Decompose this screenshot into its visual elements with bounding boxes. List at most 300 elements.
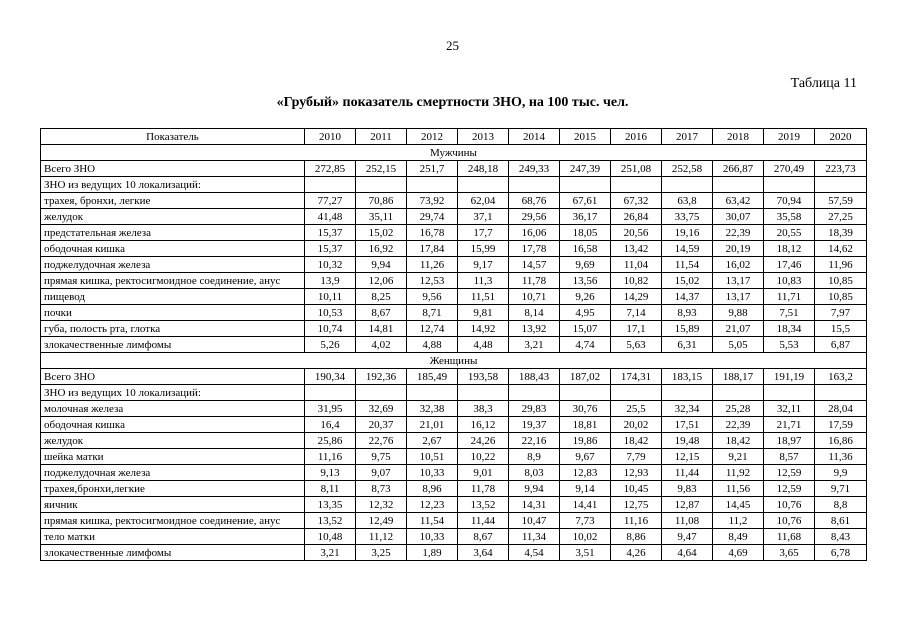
table-cell: 8,67 xyxy=(458,529,509,545)
table-cell: 3,21 xyxy=(509,337,560,353)
table-cell: 14,81 xyxy=(356,321,407,337)
table-cell: 17,84 xyxy=(407,241,458,257)
table-cell: 57,59 xyxy=(815,193,867,209)
table-cell: 14,57 xyxy=(509,257,560,273)
table-cell: 13,52 xyxy=(305,513,356,529)
table-cell: 22,39 xyxy=(713,417,764,433)
row-label: желудок xyxy=(41,433,305,449)
table-cell: 35,58 xyxy=(764,209,815,225)
row-label: поджелудочная железа xyxy=(41,465,305,481)
table-cell: 29,56 xyxy=(509,209,560,225)
table-cell: 29,74 xyxy=(407,209,458,225)
table-row xyxy=(41,257,867,273)
table-row xyxy=(41,417,867,433)
table-cell: 12,83 xyxy=(560,465,611,481)
page-number: 25 xyxy=(446,38,459,53)
table-cell: 11,54 xyxy=(407,513,458,529)
table-cell: 5,26 xyxy=(305,337,356,353)
table-cell: 7,73 xyxy=(560,513,611,529)
table-cell: 188,43 xyxy=(509,369,560,385)
table-cell: 22,39 xyxy=(713,225,764,241)
table-row xyxy=(41,481,867,497)
table-cell: 32,34 xyxy=(662,401,713,417)
table-cell: 10,71 xyxy=(509,289,560,305)
table-cell: 12,87 xyxy=(662,497,713,513)
table-cell: 266,87 xyxy=(713,161,764,177)
table-cell: 4,64 xyxy=(662,545,713,561)
table-cell: 251,08 xyxy=(611,161,662,177)
row-label: предстательная железа xyxy=(41,225,305,241)
table-row xyxy=(41,177,867,193)
table-row xyxy=(41,209,867,225)
row-label: прямая кишка, ректосигмоидное соединение, анус xyxy=(41,513,305,529)
table-cell: 9,21 xyxy=(713,449,764,465)
table-cell: 27,25 xyxy=(815,209,867,225)
table-cell: 12,32 xyxy=(356,497,407,513)
table-cell: 9,26 xyxy=(560,289,611,305)
table-cell: 32,69 xyxy=(356,401,407,417)
row-label: ЗНО из ведущих 10 локализаций: xyxy=(41,385,305,401)
table-cell: 68,76 xyxy=(509,193,560,209)
table-cell xyxy=(407,385,458,401)
table-cell: 11,16 xyxy=(305,449,356,465)
table-cell xyxy=(713,177,764,193)
table-row xyxy=(41,385,867,401)
table-cell: 10,76 xyxy=(764,497,815,513)
table-cell xyxy=(662,385,713,401)
table-cell: 9,88 xyxy=(713,305,764,321)
table-row xyxy=(41,465,867,481)
row-label: Всего ЗНО xyxy=(41,161,305,177)
table-cell: 14,31 xyxy=(509,497,560,513)
table-cell: 1,89 xyxy=(407,545,458,561)
table-cell: 4,74 xyxy=(560,337,611,353)
table-cell: 14,62 xyxy=(815,241,867,257)
table-cell: 19,48 xyxy=(662,433,713,449)
table-cell: 20,56 xyxy=(611,225,662,241)
table-cell: 4,69 xyxy=(713,545,764,561)
table-cell: 10,85 xyxy=(815,289,867,305)
table-cell: 5,63 xyxy=(611,337,662,353)
table-row xyxy=(41,225,867,241)
table-cell xyxy=(458,177,509,193)
section-label: Женщины xyxy=(41,353,867,369)
table-cell: 6,87 xyxy=(815,337,867,353)
table-cell: 10,83 xyxy=(764,273,815,289)
table-cell: 191,19 xyxy=(764,369,815,385)
table-cell: 16,12 xyxy=(458,417,509,433)
row-label: тело матки xyxy=(41,529,305,545)
table-cell: 10,45 xyxy=(611,481,662,497)
row-label: прямая кишка, ректосигмоидное соединение, анус xyxy=(41,273,305,289)
table-cell: 12,75 xyxy=(611,497,662,513)
table-cell: 9,94 xyxy=(356,257,407,273)
table-cell xyxy=(305,385,356,401)
table-cell: 8,8 xyxy=(815,497,867,513)
table-cell: 20,02 xyxy=(611,417,662,433)
table-cell: 21,07 xyxy=(713,321,764,337)
table-cell: 11,44 xyxy=(662,465,713,481)
table-cell xyxy=(458,385,509,401)
table-cell: 12,59 xyxy=(764,465,815,481)
table-cell xyxy=(305,177,356,193)
row-label: ободочная кишка xyxy=(41,417,305,433)
table-cell xyxy=(560,177,611,193)
table-cell xyxy=(611,385,662,401)
table-cell: 270,49 xyxy=(764,161,815,177)
table-cell: 9,07 xyxy=(356,465,407,481)
table-cell: 185,49 xyxy=(407,369,458,385)
table-cell: 11,2 xyxy=(713,513,764,529)
table-row xyxy=(41,161,867,177)
table-cell: 223,73 xyxy=(815,161,867,177)
table-cell: 17,78 xyxy=(509,241,560,257)
column-header: 2016 xyxy=(611,129,662,145)
table-cell: 63,42 xyxy=(713,193,764,209)
table-cell: 10,33 xyxy=(407,529,458,545)
table-cell: 16,4 xyxy=(305,417,356,433)
table-cell: 17,46 xyxy=(764,257,815,273)
table-cell: 16,06 xyxy=(509,225,560,241)
table-cell: 8,14 xyxy=(509,305,560,321)
table-row xyxy=(41,305,867,321)
table-cell: 10,53 xyxy=(305,305,356,321)
mortality-table xyxy=(40,128,867,561)
table-cell: 16,92 xyxy=(356,241,407,257)
table-cell: 10,32 xyxy=(305,257,356,273)
table-cell xyxy=(764,385,815,401)
table-cell: 11,34 xyxy=(509,529,560,545)
table-cell: 11,08 xyxy=(662,513,713,529)
table-cell: 10,33 xyxy=(407,465,458,481)
table-cell: 190,34 xyxy=(305,369,356,385)
table-cell: 10,51 xyxy=(407,449,458,465)
table-cell: 8,61 xyxy=(815,513,867,529)
table-cell: 12,15 xyxy=(662,449,713,465)
table-cell: 62,04 xyxy=(458,193,509,209)
table-body xyxy=(41,145,867,561)
table-cell: 12,23 xyxy=(407,497,458,513)
table-cell: 11,51 xyxy=(458,289,509,305)
table-cell: 188,17 xyxy=(713,369,764,385)
table-label: Таблица 11 xyxy=(790,76,857,91)
table-cell: 13,56 xyxy=(560,273,611,289)
table-cell: 29,83 xyxy=(509,401,560,417)
table-cell: 9,47 xyxy=(662,529,713,545)
table-row xyxy=(41,513,867,529)
table-cell: 187,02 xyxy=(560,369,611,385)
column-header: 2020 xyxy=(815,129,867,145)
table-cell: 30,76 xyxy=(560,401,611,417)
table-row xyxy=(41,497,867,513)
table-cell: 4,48 xyxy=(458,337,509,353)
table-cell: 10,48 xyxy=(305,529,356,545)
row-label: губа, полость рта, глотка xyxy=(41,321,305,337)
table-cell: 14,37 xyxy=(662,289,713,305)
table-cell: 37,1 xyxy=(458,209,509,225)
table-cell: 6,78 xyxy=(815,545,867,561)
column-header: 2014 xyxy=(509,129,560,145)
table-cell: 183,15 xyxy=(662,369,713,385)
table-cell: 4,02 xyxy=(356,337,407,353)
table-cell: 6,31 xyxy=(662,337,713,353)
column-header: 2017 xyxy=(662,129,713,145)
column-header: 2011 xyxy=(356,129,407,145)
column-header: 2010 xyxy=(305,129,356,145)
table-cell: 11,54 xyxy=(662,257,713,273)
table-title: «Грубый» показатель смертности ЗНО, на 100 тыс. чел. xyxy=(276,95,629,110)
section-row xyxy=(41,353,867,369)
row-label: поджелудочная железа xyxy=(41,257,305,273)
table-cell: 33,75 xyxy=(662,209,713,225)
row-label: почки xyxy=(41,305,305,321)
table-cell: 15,37 xyxy=(305,241,356,257)
table-cell: 8,49 xyxy=(713,529,764,545)
table-cell: 8,67 xyxy=(356,305,407,321)
table-cell: 9,75 xyxy=(356,449,407,465)
table-cell: 21,01 xyxy=(407,417,458,433)
table-cell: 8,25 xyxy=(356,289,407,305)
table-cell: 9,67 xyxy=(560,449,611,465)
table-cell: 11,71 xyxy=(764,289,815,305)
table-cell: 12,06 xyxy=(356,273,407,289)
table-cell: 3,25 xyxy=(356,545,407,561)
table-cell: 249,33 xyxy=(509,161,560,177)
table-cell: 12,74 xyxy=(407,321,458,337)
table-cell: 19,37 xyxy=(509,417,560,433)
table-cell: 3,65 xyxy=(764,545,815,561)
table-cell: 10,47 xyxy=(509,513,560,529)
table-cell: 22,76 xyxy=(356,433,407,449)
table-cell: 8,43 xyxy=(815,529,867,545)
table-cell: 70,94 xyxy=(764,193,815,209)
row-label: яичник xyxy=(41,497,305,513)
table-cell: 17,1 xyxy=(611,321,662,337)
table-cell: 18,42 xyxy=(611,433,662,449)
table-cell: 15,37 xyxy=(305,225,356,241)
table-cell: 31,95 xyxy=(305,401,356,417)
table-cell: 252,58 xyxy=(662,161,713,177)
table-cell: 14,29 xyxy=(611,289,662,305)
table-cell: 11,3 xyxy=(458,273,509,289)
table-cell: 7,51 xyxy=(764,305,815,321)
table-cell: 9,83 xyxy=(662,481,713,497)
table-cell: 10,85 xyxy=(815,273,867,289)
table-cell: 8,93 xyxy=(662,305,713,321)
table-cell: 11,04 xyxy=(611,257,662,273)
section-row xyxy=(41,145,867,161)
table-cell: 9,69 xyxy=(560,257,611,273)
table-cell xyxy=(356,385,407,401)
table-cell: 13,9 xyxy=(305,273,356,289)
table-cell xyxy=(815,385,867,401)
table-cell xyxy=(509,177,560,193)
table-cell: 21,71 xyxy=(764,417,815,433)
table-cell: 20,37 xyxy=(356,417,407,433)
table-cell: 17,7 xyxy=(458,225,509,241)
table-cell: 10,82 xyxy=(611,273,662,289)
table-cell: 11,96 xyxy=(815,257,867,273)
table-cell: 11,36 xyxy=(815,449,867,465)
table-cell: 15,02 xyxy=(662,273,713,289)
row-label: шейка матки xyxy=(41,449,305,465)
table-cell: 9,56 xyxy=(407,289,458,305)
table-cell: 8,11 xyxy=(305,481,356,497)
table-cell: 7,14 xyxy=(611,305,662,321)
table-cell: 25,86 xyxy=(305,433,356,449)
table-cell xyxy=(356,177,407,193)
table-row xyxy=(41,529,867,545)
table-cell: 8,03 xyxy=(509,465,560,481)
table-cell xyxy=(407,177,458,193)
table-cell: 11,16 xyxy=(611,513,662,529)
row-label: злокачественные лимфомы xyxy=(41,337,305,353)
table-cell: 8,73 xyxy=(356,481,407,497)
table-cell: 11,78 xyxy=(509,273,560,289)
table-cell: 3,51 xyxy=(560,545,611,561)
column-header: 2018 xyxy=(713,129,764,145)
table-cell: 19,16 xyxy=(662,225,713,241)
table-cell: 9,9 xyxy=(815,465,867,481)
table-cell: 11,68 xyxy=(764,529,815,545)
table-cell: 192,36 xyxy=(356,369,407,385)
table-cell: 15,02 xyxy=(356,225,407,241)
table-cell: 15,5 xyxy=(815,321,867,337)
table-cell: 4,54 xyxy=(509,545,560,561)
table-cell: 251,7 xyxy=(407,161,458,177)
table-cell: 25,28 xyxy=(713,401,764,417)
table-cell: 7,97 xyxy=(815,305,867,321)
table-cell: 16,58 xyxy=(560,241,611,257)
section-label: Мужчины xyxy=(41,145,867,161)
table-cell xyxy=(764,177,815,193)
column-header: 2015 xyxy=(560,129,611,145)
table-cell: 14,59 xyxy=(662,241,713,257)
table-cell: 5,53 xyxy=(764,337,815,353)
row-label: пищевод xyxy=(41,289,305,305)
table-cell: 12,59 xyxy=(764,481,815,497)
table-row xyxy=(41,241,867,257)
table-cell: 9,17 xyxy=(458,257,509,273)
table-cell: 18,05 xyxy=(560,225,611,241)
table-cell xyxy=(815,177,867,193)
column-header: 2012 xyxy=(407,129,458,145)
table-cell: 193,58 xyxy=(458,369,509,385)
table-row xyxy=(41,337,867,353)
table-cell: 20,19 xyxy=(713,241,764,257)
column-header: 2019 xyxy=(764,129,815,145)
table-cell: 24,26 xyxy=(458,433,509,449)
table-cell: 13,92 xyxy=(509,321,560,337)
table-cell: 7,79 xyxy=(611,449,662,465)
table-cell: 3,21 xyxy=(305,545,356,561)
table-cell: 252,15 xyxy=(356,161,407,177)
table-cell: 14,45 xyxy=(713,497,764,513)
table-cell: 28,04 xyxy=(815,401,867,417)
column-header: 2013 xyxy=(458,129,509,145)
table-cell: 12,53 xyxy=(407,273,458,289)
table-row xyxy=(41,273,867,289)
table-cell: 20,55 xyxy=(764,225,815,241)
table-cell: 8,57 xyxy=(764,449,815,465)
table-cell: 41,48 xyxy=(305,209,356,225)
table-cell xyxy=(662,177,713,193)
table-cell: 73,92 xyxy=(407,193,458,209)
table-cell: 11,12 xyxy=(356,529,407,545)
table-cell xyxy=(611,177,662,193)
table-cell: 11,44 xyxy=(458,513,509,529)
table-cell: 22,16 xyxy=(509,433,560,449)
table-cell: 9,01 xyxy=(458,465,509,481)
table-cell: 25,5 xyxy=(611,401,662,417)
table-cell: 11,56 xyxy=(713,481,764,497)
table-cell: 63,8 xyxy=(662,193,713,209)
table-cell: 10,74 xyxy=(305,321,356,337)
table-cell: 18,81 xyxy=(560,417,611,433)
table-cell: 4,88 xyxy=(407,337,458,353)
table-cell: 8,71 xyxy=(407,305,458,321)
table-cell: 13,52 xyxy=(458,497,509,513)
table-cell: 10,02 xyxy=(560,529,611,545)
row-label: трахея,бронхи,легкие xyxy=(41,481,305,497)
table-cell: 16,02 xyxy=(713,257,764,273)
table-cell: 4,26 xyxy=(611,545,662,561)
table-cell xyxy=(713,385,764,401)
table-cell: 16,86 xyxy=(815,433,867,449)
table-cell: 8,86 xyxy=(611,529,662,545)
table-cell: 10,11 xyxy=(305,289,356,305)
table-cell: 8,9 xyxy=(509,449,560,465)
table-cell: 38,3 xyxy=(458,401,509,417)
table-row xyxy=(41,449,867,465)
table-cell: 18,97 xyxy=(764,433,815,449)
table-cell: 19,86 xyxy=(560,433,611,449)
row-label: ободочная кишка xyxy=(41,241,305,257)
table-cell: 14,41 xyxy=(560,497,611,513)
table-cell: 13,17 xyxy=(713,273,764,289)
table-cell: 67,61 xyxy=(560,193,611,209)
table-cell: 18,34 xyxy=(764,321,815,337)
table-cell: 9,71 xyxy=(815,481,867,497)
table-cell: 70,86 xyxy=(356,193,407,209)
table-cell: 5,05 xyxy=(713,337,764,353)
row-label: ЗНО из ведущих 10 локализаций: xyxy=(41,177,305,193)
table-cell: 12,49 xyxy=(356,513,407,529)
table-cell: 10,76 xyxy=(764,513,815,529)
header-row xyxy=(41,129,867,145)
table-cell: 15,89 xyxy=(662,321,713,337)
table-cell: 272,85 xyxy=(305,161,356,177)
table-cell: 18,42 xyxy=(713,433,764,449)
table-row xyxy=(41,193,867,209)
table-row xyxy=(41,401,867,417)
table-cell: 14,92 xyxy=(458,321,509,337)
table-cell: 32,38 xyxy=(407,401,458,417)
table-cell: 77,27 xyxy=(305,193,356,209)
table-cell: 18,39 xyxy=(815,225,867,241)
table-cell: 67,32 xyxy=(611,193,662,209)
row-label: Всего ЗНО xyxy=(41,369,305,385)
table-row xyxy=(41,321,867,337)
table-cell: 11,26 xyxy=(407,257,458,273)
table-cell: 2,67 xyxy=(407,433,458,449)
table-cell: 32,11 xyxy=(764,401,815,417)
table-cell: 9,94 xyxy=(509,481,560,497)
table-cell: 8,96 xyxy=(407,481,458,497)
table-cell: 13,35 xyxy=(305,497,356,513)
table-cell: 12,93 xyxy=(611,465,662,481)
table-cell: 4,95 xyxy=(560,305,611,321)
